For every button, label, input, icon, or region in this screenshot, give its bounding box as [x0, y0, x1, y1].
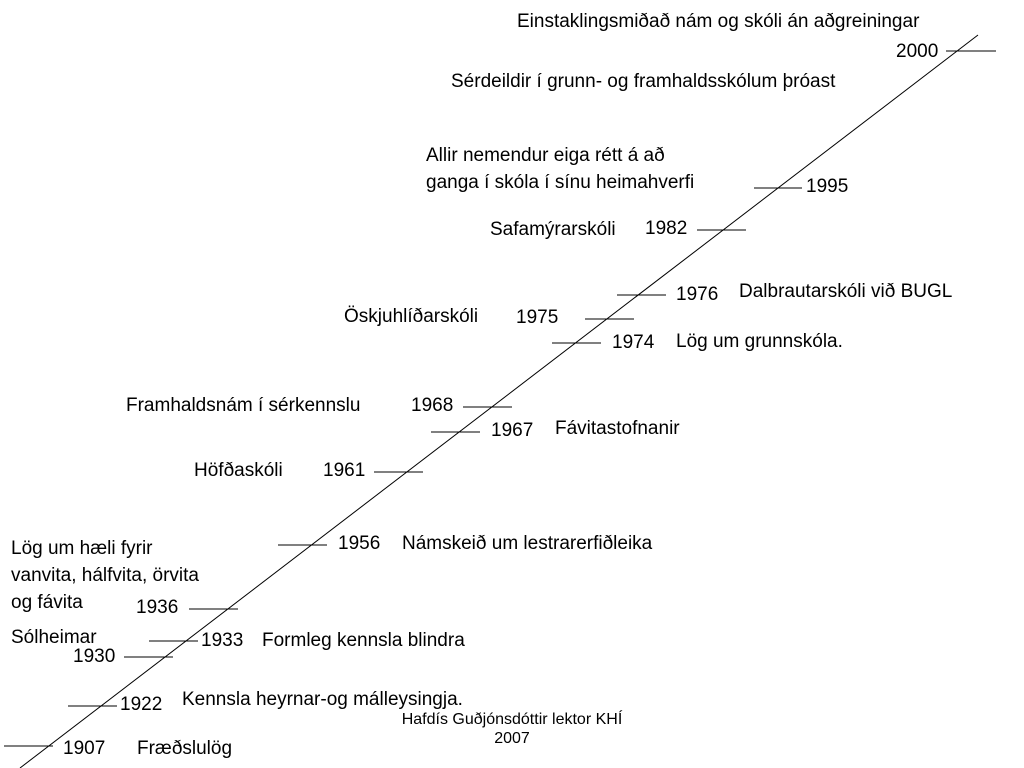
year-label-1975: 1975 — [516, 307, 559, 328]
year-label-1967: 1967 — [491, 420, 534, 441]
event-label-1995-line-2: ganga í skóla í sínu heimahverfi — [426, 172, 695, 193]
event-label-1974: Lög um grunnskóla. — [676, 331, 843, 352]
year-label-1907: 1907 — [63, 738, 106, 759]
event-label-1936-line-2: vanvita, hálfvita, örvita — [11, 565, 199, 586]
event-label-1930: Sólheimar — [11, 627, 97, 648]
year-label-1922: 1922 — [120, 694, 163, 715]
event-label-1995 — [426, 142, 694, 196]
event-label-1995-line-1: Allir nemendur eiga rétt á að — [426, 145, 665, 166]
year-label-1936: 1936 — [136, 597, 179, 618]
footer-author: Hafdís Guðjónsdóttir lektor KHÍ — [401, 711, 623, 728]
event-label-1976: Dalbrautarskóli við BUGL — [739, 281, 953, 302]
event-label-1933: Formleg kennsla blindra — [262, 630, 465, 651]
event-label-1907: Fræðslulög — [137, 738, 233, 759]
event-label-1968: Framhaldsnám í sérkennslu — [126, 395, 361, 416]
footer-credit — [374, 710, 650, 748]
footer-year: 2007 — [494, 730, 530, 747]
year-label-1956: 1956 — [338, 533, 381, 554]
event-label-1975: Öskjuhlíðarskóli — [344, 306, 479, 327]
year-label-1995: 1995 — [806, 176, 849, 197]
year-label-1961: 1961 — [323, 460, 366, 481]
year-label-1933: 1933 — [201, 630, 244, 651]
event-label-1967: Fávitastofnanir — [555, 418, 680, 439]
event-label-1936-line-1: Lög um hæli fyrir — [11, 538, 153, 559]
event-label-1961: Höfðaskóli — [194, 460, 283, 481]
year-label-1930: 1930 — [73, 646, 116, 667]
year-label-1982: 1982 — [645, 218, 688, 239]
event-label-1956: Námskeið um lestrarerfiðleika — [402, 533, 653, 554]
event-label-2000-b: Sérdeildir í grunn- og framhaldsskólum þróast — [451, 71, 836, 92]
event-label-2000-a: Einstaklingsmiðað nám og skóli án aðgreiningar — [517, 11, 920, 32]
event-label-1936-line-3: og fávita — [11, 592, 83, 613]
year-label-2000: 2000 — [896, 41, 939, 62]
year-label-1976: 1976 — [676, 284, 719, 305]
event-label-1922: Kennsla heyrnar-og málleysingja. — [182, 689, 463, 710]
year-label-1974: 1974 — [612, 332, 655, 353]
year-label-1968: 1968 — [411, 395, 454, 416]
event-label-1982: Safamýrarskóli — [490, 219, 616, 240]
